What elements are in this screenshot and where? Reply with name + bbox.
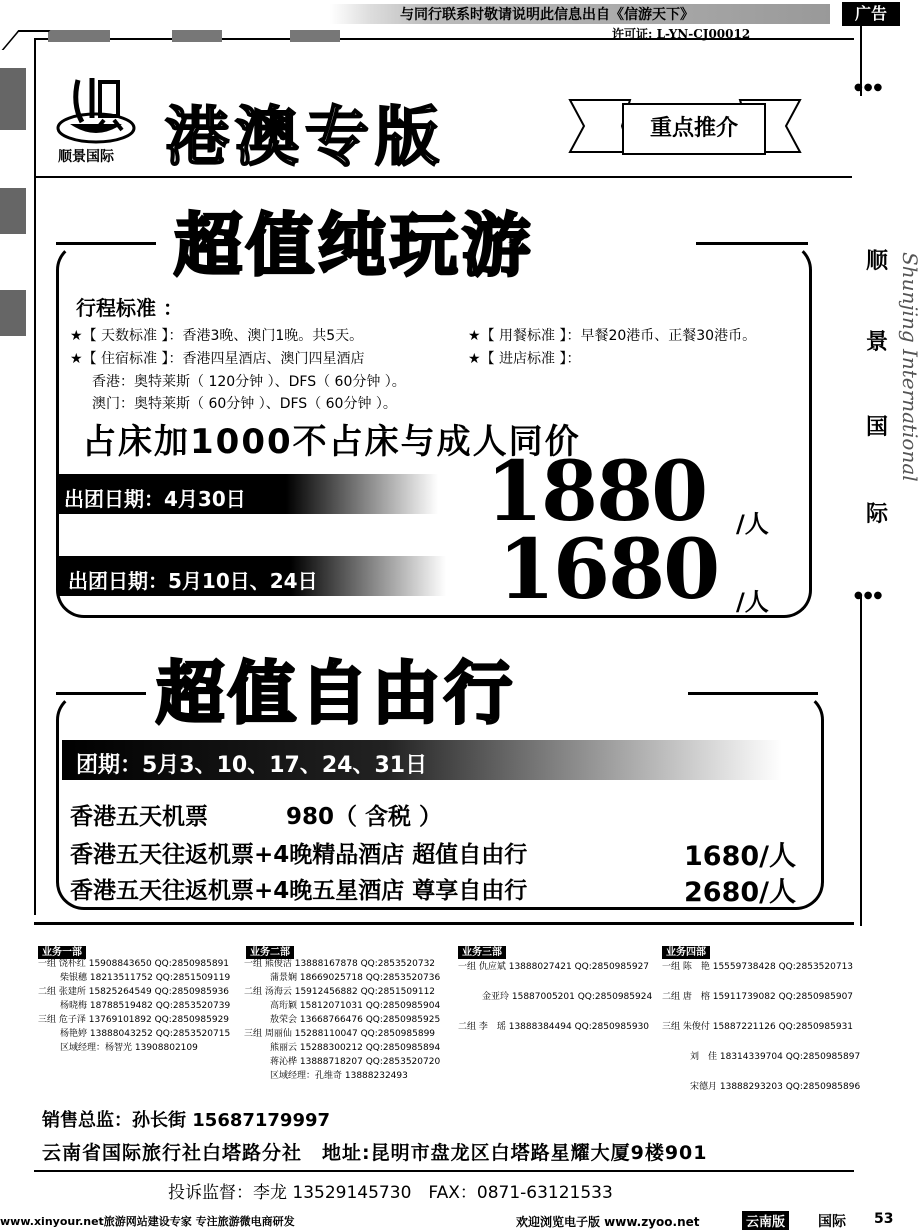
- contact-row: 三组 周丽仙 15288110047 QQ:2850985899: [244, 1029, 436, 1039]
- frame-tab: [290, 30, 340, 42]
- contact-row: 三组 危子泽 13769101892 QQ:2850985929: [38, 1015, 230, 1025]
- contact-row: 一组 仇应斌 13888027421 QQ:2850985927: [458, 962, 650, 972]
- group-title: 业务一部: [38, 946, 86, 959]
- standard-line: ★【 进店标准 】：: [468, 351, 581, 367]
- contact-row: 柴银穗 18213511752 QQ:2851509119: [60, 973, 231, 983]
- contact-row: 区域经理：孔维奇 13888232493: [270, 1071, 408, 1081]
- contacts-rule: [34, 922, 854, 925]
- shunjing-logo-icon: [56, 74, 136, 146]
- contact-row: 金亚玲 15887005201 QQ:2850985924: [482, 992, 653, 1002]
- right-rule: [860, 596, 862, 926]
- free-item-price: 980（ 含税 ）: [286, 804, 443, 830]
- contact-list: [244, 957, 440, 1083]
- tour-box-edge: [56, 242, 156, 245]
- free-item-name: 香港五天机票: [70, 804, 208, 830]
- departure-price: 1680: [498, 522, 719, 618]
- vertical-brand-char: 际: [866, 502, 889, 527]
- free-box-edge: [688, 692, 818, 695]
- contact-row: 区域经理：杨智光 13908802109: [60, 1043, 198, 1053]
- free-item-price: 1680/人: [684, 841, 797, 872]
- price-unit: /人: [736, 510, 769, 538]
- source-notice: 与同行联系时敬请说明此信息出自《信游天下》: [400, 7, 694, 23]
- group-title: 业务三部: [458, 946, 506, 959]
- vertical-brand-english: Shunjing International: [898, 252, 922, 482]
- company-address: 云南省国际旅行社白塔路分社 地址:昆明市盘龙区白塔路星耀大厦9楼901: [42, 1142, 708, 1164]
- contact-group: [458, 940, 506, 959]
- side-tab: [0, 68, 26, 130]
- ebook-link: 欢迎浏览电子版 www.zyoo.net: [516, 1215, 700, 1229]
- contact-row: 刘 佳 18314339704 QQ:2850985897: [690, 1052, 861, 1062]
- contact-row: 熊丽云 15288300212 QQ:2850985894: [270, 1043, 441, 1053]
- page-title: 港澳专版: [165, 101, 445, 175]
- contact-row: 二组 张建所 15825264549 QQ:2850985936: [38, 987, 230, 997]
- contact-list: [458, 960, 652, 1034]
- departure-price: 1880: [486, 444, 707, 540]
- ad-tag: 广告: [842, 2, 900, 26]
- side-tab: [0, 290, 26, 336]
- standard-line: ★【 住宿标准 】：香港四星酒店、澳门四星酒店: [70, 351, 365, 367]
- contact-row: 三组 朱俊付 15887221126 QQ:2850985931: [662, 1022, 854, 1032]
- dots-ornament: ●●●: [854, 590, 884, 601]
- departure-date: 出团日期：5月10日、24日: [68, 569, 318, 593]
- frame-tab: [48, 30, 110, 42]
- free-item-name: 香港五天往返机票+4晚精品酒店 超值自由行: [70, 842, 528, 868]
- standard-line: 香港：奥特莱斯（ 120分钟 ）、DFS（ 60分钟 ）。: [92, 374, 406, 390]
- vertical-brand-char: 国: [866, 415, 889, 440]
- standard-line: 澳门：奥特莱斯（ 60分钟 ）、DFS（ 60分钟 ）。: [92, 396, 397, 412]
- contact-row: 二组 李 瑶 13888384494 QQ:2850985930: [458, 1022, 650, 1032]
- contact-list: [38, 957, 230, 1055]
- free-item-name: 香港五天往返机票+4晚五星酒店 尊享自由行: [70, 878, 528, 904]
- contact-row: 杨晓梅 18788519482 QQ:2853520739: [60, 1001, 231, 1011]
- vertical-brand-char: 顺: [866, 249, 889, 274]
- group-title: 业务二部: [246, 946, 294, 959]
- standard-label: 行程标准 ：: [76, 296, 183, 320]
- sales-director: 销售总监：孙长街 15687179997: [42, 1110, 331, 1131]
- page-number: 53: [874, 1211, 894, 1227]
- free-box-edge: [56, 692, 146, 695]
- standard-line: ★【 天数标准 】：香港3晚、澳门1晚。共5天。: [70, 328, 364, 344]
- frame-tab: [172, 30, 222, 42]
- dots-ornament: ●●●: [854, 82, 884, 93]
- website-slogan: www.xinyour.net旅游网站建设专家 专注旅游微电商研发: [0, 1215, 295, 1228]
- contact-row: 二组 唐 榕 15911739082 QQ:2850985907: [662, 992, 854, 1002]
- complaint-fax: 投诉监督：李龙 13529145730 FAX：0871-63121533: [168, 1183, 613, 1203]
- standard-line: ★【 用餐标准 】：早餐20港币、正餐30港币。: [468, 328, 757, 344]
- contact-row: 一组 饶朴红 15908843650 QQ:2850985891: [38, 959, 230, 969]
- section-tag: 国际: [818, 1214, 846, 1230]
- departure-date: 出团日期：4月30日: [64, 487, 246, 511]
- contact-row: 宋德月 13888293203 QQ:2850985896: [690, 1082, 861, 1092]
- recommend-label: 重点推介: [622, 103, 766, 155]
- brand-name: 顺景国际: [58, 149, 114, 165]
- contact-row: 蒋沁桦 13888718207 QQ:2853520720: [270, 1057, 441, 1067]
- bed-note: 占床加1000不占床与成人同价: [82, 422, 581, 462]
- contact-row: 蒲景娴 18669025718 QQ:2853520736: [270, 973, 441, 983]
- contact-row: 敖荣会 13668766476 QQ:2850985925: [270, 1015, 441, 1025]
- contact-row: 一组 陈 艳 15559738428 QQ:2853520713: [662, 962, 854, 972]
- free-item-price: 2680/人: [684, 877, 797, 908]
- tour-box-edge: [696, 242, 808, 245]
- free-title: 超值自由行: [146, 640, 526, 737]
- tour-title: 超值纯玩游: [164, 192, 544, 289]
- contact-row: 二组 汤海云 15912456882 QQ:2851509112: [244, 987, 436, 997]
- footer-rule: [34, 1170, 854, 1172]
- contact-row: 杨艳婷 13888043252 QQ:2853520715: [60, 1029, 231, 1039]
- vertical-brand-char: 景: [866, 330, 889, 355]
- license-number: 许可证: L-YN-CJ00012: [612, 27, 751, 41]
- group-title: 业务四部: [662, 946, 710, 959]
- contact-row: 一组 熊俊洁 13888167878 QQ:2853520732: [244, 959, 436, 969]
- side-tab: [0, 188, 26, 234]
- contact-group: [662, 940, 710, 959]
- contact-list: [662, 960, 860, 1094]
- edition-tag: 云南版: [742, 1211, 789, 1230]
- free-dates: 团期：5月3、10、17、24、31日: [76, 753, 428, 778]
- contact-row: 高珩颖 15812071031 QQ:2850985904: [270, 1001, 441, 1011]
- price-unit: /人: [736, 588, 769, 616]
